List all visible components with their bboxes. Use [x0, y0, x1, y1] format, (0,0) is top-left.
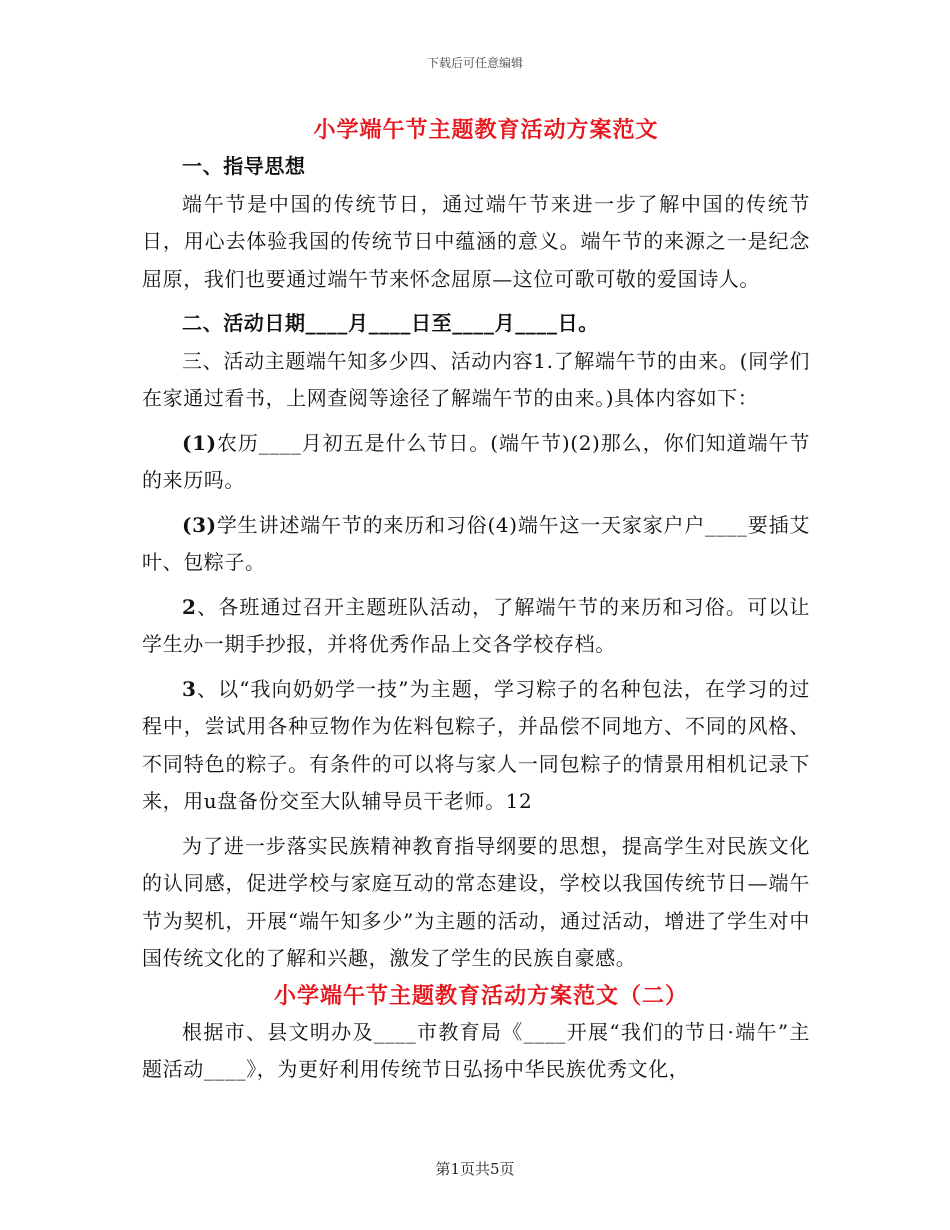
item-number: (1) [182, 430, 217, 455]
paragraph-part-2-intro: 根据市、县文明办及____市教育局《____开展“我们的节日·端午”主题活动____》，为更好利用传统节日弘扬中华民族优秀文化， [142, 1019, 810, 1081]
paragraph-ideology: 端午节是中国的传统节日，通过端午节来进一步了解中国的传统节日，用心去体验我国的传统节日中蕴涵的意义。端午节的来源之一是纪念屈原，我们也要通过端午节来怀念屈原—这位可歌可敬的爱国诗人。 [142, 191, 810, 291]
paragraph-step-2 [142, 589, 810, 664]
step-number: 3 [182, 676, 197, 701]
paragraph-step-3 [142, 671, 810, 821]
document-title-part-2: 小学端午节主题教育活动方案范文（二） [273, 982, 688, 1009]
paragraph-summary: 为了进一步落实民族精神教育指导纲要的思想，提高学生对民族文化的认同感，促进学校与家庭互动的常态建设，学校以我国传统节日—端午节为契机，开展“端午知多少”为主题的活动，通过活动，增进了学生对中国传统文化的了解和兴趣，激发了学生的民族自豪感。 [142, 833, 810, 970]
item-number: (3) [182, 512, 217, 537]
section-heading-activity-date: 二、活动日期____月____日至____月____日。 [182, 311, 599, 335]
document-title: 小学端午节主题教育活动方案范文 [313, 117, 659, 143]
item-text: 学生讲述端午节的来历和习俗(4)端午这一天家家户户____要插艾叶、包粽子。 [142, 512, 810, 574]
paragraph-activity-theme: 三、活动主题端午知多少四、活动内容1.了解端午节的由来。(同学们在家通过看书，上网查阅等途径了解端午节的由来。)具体内容如下： [142, 348, 810, 410]
step-number: 2 [182, 594, 197, 619]
section-heading-guiding-ideology: 一、指导思想 [182, 154, 306, 178]
step-text: 、各班通过召开主题班队活动，了解端午节的来历和习俗。可以让学生办一期手抄报，并将优秀作品上交各学校存档。 [142, 594, 810, 656]
paragraph-item-3 [142, 507, 810, 582]
document-body [142, 112, 810, 1089]
step-text: 、以“我向奶奶学一技”为主题，学习粽子的名种包法，在学习的过程中，尝试用各种豆物作为佐料包粽子，并品偿不同地方、不同的风格、不同特色的粽子。有条件的可以将与家人一同包粽子的情景用相机记录下来，用u盘备份交至大队辅导员干老师。12 [142, 676, 810, 813]
page-header-note: 下载后可任意编辑 [426, 56, 523, 70]
paragraph-item-1 [142, 425, 810, 500]
page-number-footer: 第1页共5页 [435, 1160, 515, 1178]
item-text: 农历____月初五是什么节日。(端午节)(2)那么，你们知道端午节的来历吗。 [142, 430, 810, 492]
